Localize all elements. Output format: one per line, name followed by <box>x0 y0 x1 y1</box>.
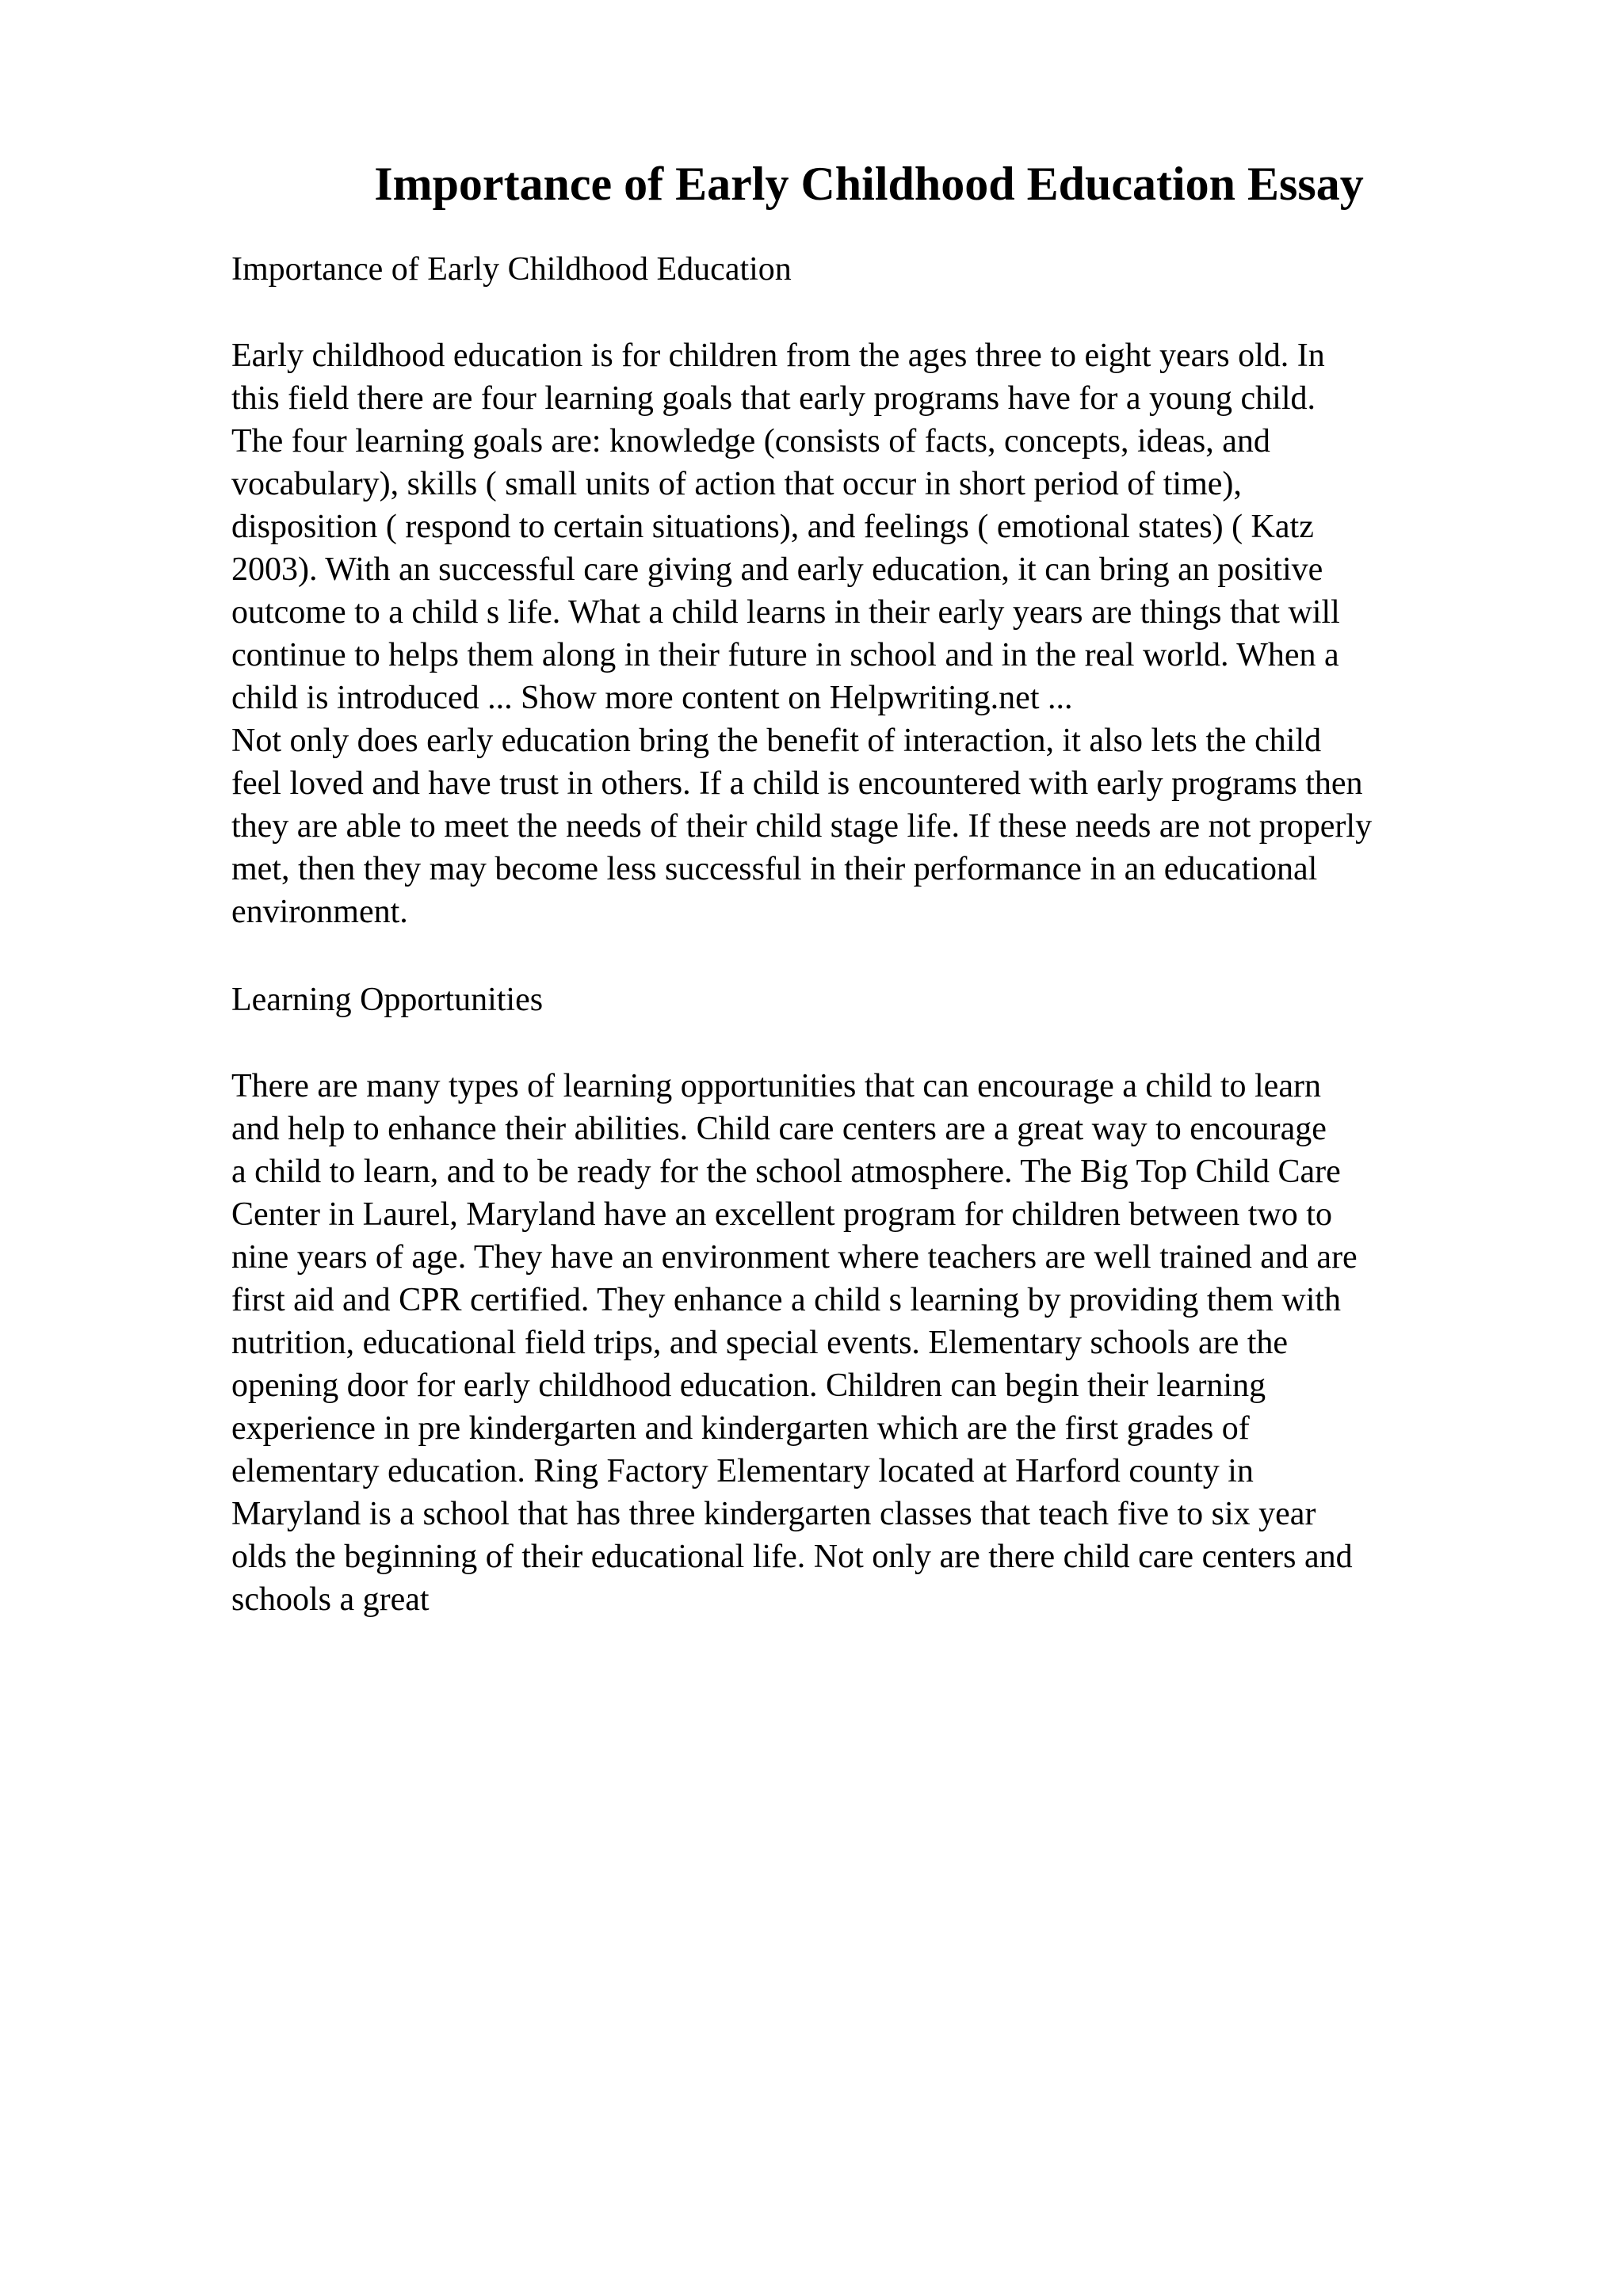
text-line: child is introduced ... Show more content on Helpwriting.net ... <box>231 680 1073 716</box>
text-line: The four learning goals are: knowledge (consists of facts, concepts, ideas, and <box>231 423 1270 460</box>
text-line: continue to helps them along in their future in school and in the real world. When a <box>231 637 1339 673</box>
text-line: outcome to a child s life. What a child learns in their early years are things that will <box>231 594 1340 631</box>
text-line: and help to enhance their abilities. Child care centers are a great way to encourage <box>231 1111 1327 1147</box>
text-line: this field there are four learning goals that early programs have for a young child. <box>231 380 1316 417</box>
paragraph-importance <box>231 334 1372 933</box>
text-line: 2003). With an successful care giving and early education, it can bring an positive <box>231 551 1323 588</box>
document-title: Importance of Early Childhood Education Essay <box>374 158 1364 210</box>
text-line: vocabulary), skills ( small units of action that occur in short period of time), <box>231 466 1242 502</box>
section-heading-text: Importance of Early Childhood Education <box>231 251 792 288</box>
text-line: nutrition, educational field trips, and special events. Elementary schools are the <box>231 1325 1289 1361</box>
text-line: disposition ( respond to certain situations), and feelings ( emotional states) ( Katz <box>231 509 1314 545</box>
text-line: first aid and CPR certified. They enhance a child s learning by providing them with <box>231 1282 1342 1318</box>
text-line: experience in pre kindergarten and kindergarten which are the first grades of <box>231 1410 1250 1447</box>
text-line: environment. <box>231 894 408 930</box>
text-line: Maryland is a school that has three kindergarten classes that teach five to six year <box>231 1496 1316 1532</box>
text-line: Center in Laurel, Maryland have an excellent program for children between two to <box>231 1196 1332 1233</box>
text-line: There are many types of learning opportunities that can encourage a child to learn <box>231 1068 1321 1104</box>
text-line: Not only does early education bring the benefit of interaction, it also lets the child <box>231 723 1322 759</box>
text-line: nine years of age. They have an environment where teachers are well trained and are <box>231 1239 1358 1276</box>
text-line: feel loved and have trust in others. If a child is encountered with early programs then <box>231 765 1363 802</box>
text-line: met, then they may become less successful in their performance in an educational <box>231 851 1318 887</box>
section-heading-learning-opportunities <box>231 978 543 1021</box>
section-heading-importance <box>231 248 792 291</box>
text-line: they are able to meet the needs of their child stage life. If these needs are not properly <box>231 808 1373 845</box>
section-heading-text: Learning Opportunities <box>231 982 544 1018</box>
text-line: Early childhood education is for children from the ages three to eight years old. In <box>231 338 1325 374</box>
text-line: elementary education. Ring Factory Elementary located at Harford county in <box>231 1453 1254 1489</box>
text-line: a child to learn, and to be ready for the school atmosphere. The Big Top Child Care <box>231 1154 1341 1190</box>
text-line: opening door for early childhood education. Children can begin their learning <box>231 1367 1266 1404</box>
paragraph-learning-opportunities <box>231 1065 1358 1621</box>
text-line: olds the beginning of their educational life. Not only are there child care centers and <box>231 1539 1353 1575</box>
text-line: schools a great <box>231 1581 430 1618</box>
